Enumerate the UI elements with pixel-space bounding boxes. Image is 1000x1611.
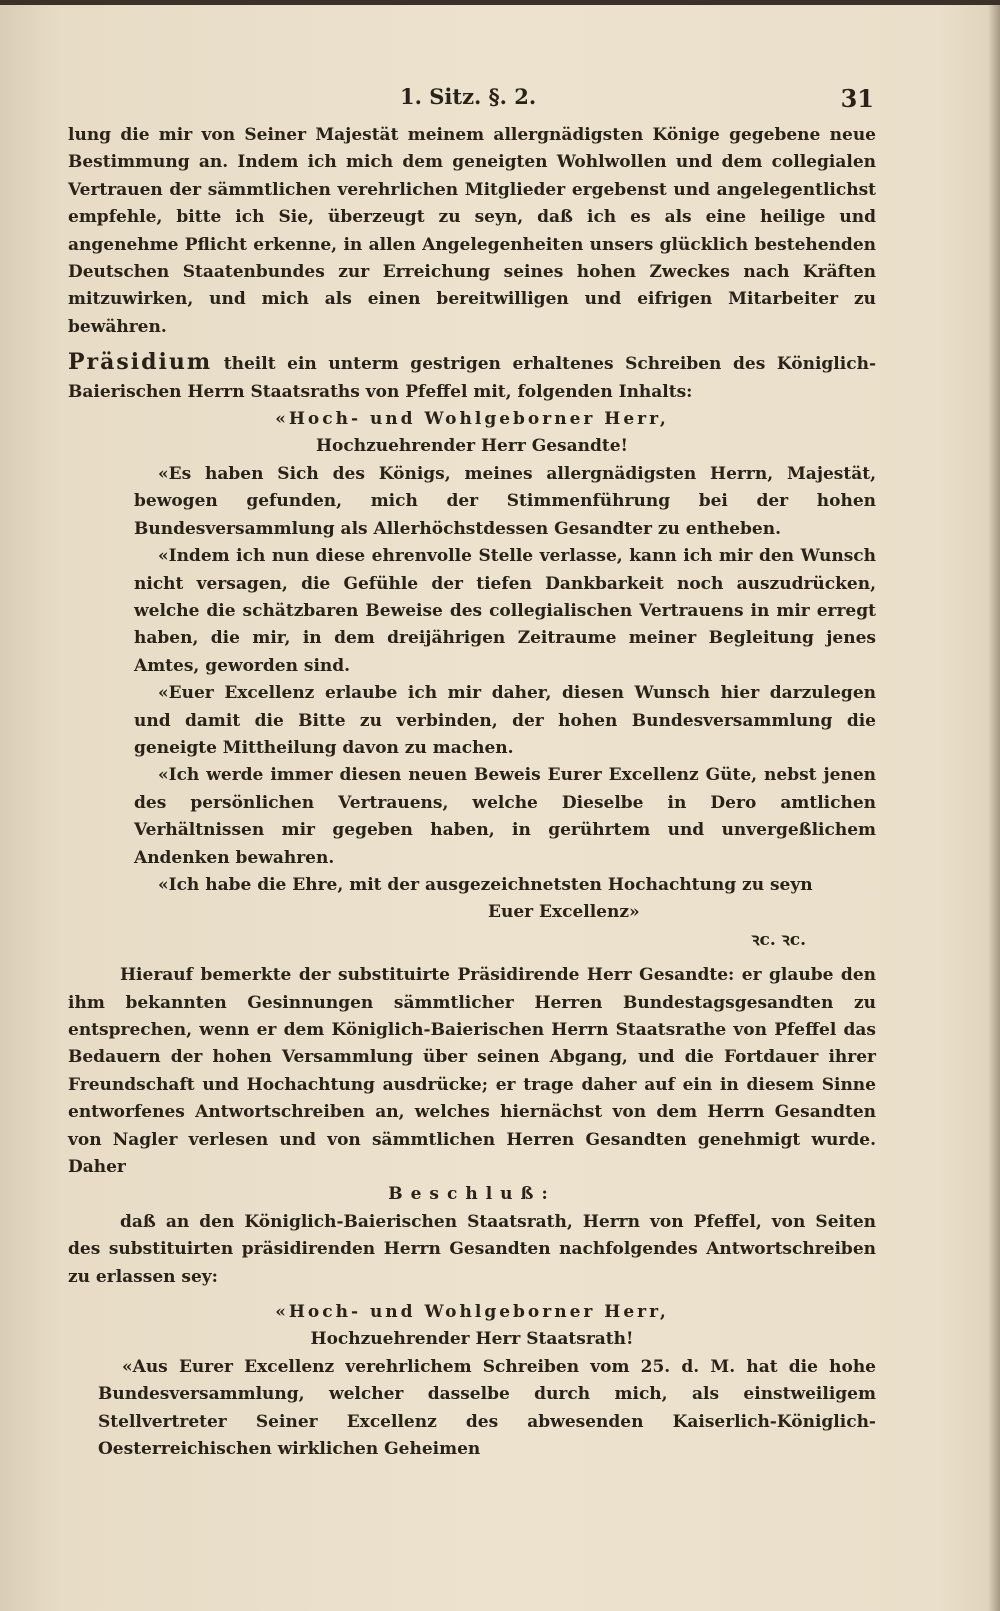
quote-paragraph: «Es haben Sich des Königs, meines allergnädigsten Herrn, Majestät, bewogen gefunden, mich der Stimmenführung bei der hohen Bundesversammlung als Allerhöchstdessen Gesandter zu entheben. xyxy=(134,463,876,539)
quote-paragraph: «Indem ich nun diese ehrenvolle Stelle verlasse, kann ich mir den Wunsch nicht versagen, die Gefühle der tiefen Dankbarkeit noch auszudrücken, welche die schätzbaren Beweise des collegialischen Vertrauens in mir erregt haben, die mir, in dem dreijährigen Zeitraume meiner Begleitung jenes Amtes, geworden sind. xyxy=(134,546,876,676)
etc-mark: ꝛc. ꝛc. xyxy=(751,929,806,950)
top-border xyxy=(0,0,1000,5)
quote-paragraph: «Ich werde immer diesen neuen Beweis Eurer Excellenz Güte, nebst jenen des persönlichen Vertrauens, welche Dieselbe in Dero amtlichen Verhältnissen mir gegeben haben, in gerührtem und unvergeßlichem Andenken bewahren. xyxy=(134,765,876,868)
paragraph-hierauf: Hierauf bemerkte der substituirte Präsidirende Herr Gesandte: er glaube den ihm bekannten Gesinnungen sämmtlicher Herren Bundestagsgesandten zu entsprechen, wenn er dem Königlich-Baierischen Herrn Staatsrathe von Pfeffel das Bedauern der hohen Versammlung über seinen Abgang, und die Fortdauer ihrer Freundschaft und Hochachtung ausdrücke; er trage daher auf ein in diesem Sinne entworfenes Antwortschreiben an, welches hiernächst von dem Herrn Gesandten von Nagler verlesen und von sämmtlichen Herren Gesandten genehmigt wurde. Daher xyxy=(68,965,876,1178)
praesidium-text: theilt ein unterm gestrigen erhaltenes Schreiben des Königlich-Baierischen Herrn Staatsraths von Pfeffel mit, folgenden Inhalts: xyxy=(68,354,876,402)
paragraph-continuation: lung die mir von Seiner Majestät meinem allergnädigsten Könige gegebene neue Bestimmung an. Indem ich mich dem geneigten Wohlwollen und dem collegialen Vertrauen der sämmtlichen verehrlichen Mitglieder ergebenst und angelegentlichst empfehle, bitte ich Sie, überzeugt zu seyn, daß ich es als eine heilige und angenehme Pflicht erkenne, in allen Angelegenheiten unsers glücklich bestehenden Deutschen Staatenbundes zur Erreichung seines hohen Zweckes nach Kräften mitzuwirken, und mich als einen bereitwilligen und eifrigen Mitarbeiter zu bewähren. xyxy=(68,125,876,337)
praesidium-lead: Präsidium xyxy=(68,349,213,376)
paragraph-praesidium xyxy=(68,349,876,406)
beschluss-heading: Beschluß: xyxy=(388,1184,556,1205)
page-edge-shadow xyxy=(988,0,1000,1611)
quote-paragraph: «Euer Excellenz erlaube ich mir daher, diesen Wunsch hier darzulegen und damit die Bitte zu verbinden, der hohen Bundesversammlung die geneigte Mittheilung davon zu machen. xyxy=(134,683,876,758)
salutation-line-2: Hochzuehrender Herr Gesandte! xyxy=(315,436,629,457)
letter-quote xyxy=(68,461,876,900)
page-number: 31 xyxy=(840,84,874,113)
closing-line: Euer Excellenz» xyxy=(488,902,640,923)
salutation-line-3: «Hoch- und Wohlgeborner Herr, xyxy=(275,1302,669,1323)
quote-paragraph: «Ich habe die Ehre, mit der ausgezeichnetsten Hochachtung zu seyn xyxy=(158,874,813,895)
paragraph-beschluss: daß an den Königlich-Baierischen Staatsrath, Herrn von Pfeffel, von Seiten des substituirten präsidirenden Herrn Gesandten nachfolgendes Antwortschreiben zu erlassen sey: xyxy=(68,1211,876,1287)
running-head: 1. Sitz. §. 2. xyxy=(400,84,537,109)
body-text xyxy=(68,122,876,1464)
reply-quote xyxy=(68,1354,876,1464)
salutation-line-1: «Hoch- und Wohlgeborner Herr, xyxy=(275,409,669,430)
salutation-line-4: Hochzuehrender Herr Staatsrath! xyxy=(310,1329,634,1350)
quote-paragraph: «Aus Eurer Excellenz verehrlichem Schreiben vom 25. d. M. hat die hohe Bundesversammlung, welcher dasselbe durch mich, als einstweiligem Stellvertreter Seiner Excellenz des abwesenden Kaiserlich-Königlich-Oesterreichischen wirklichen Geheimen xyxy=(98,1356,876,1460)
